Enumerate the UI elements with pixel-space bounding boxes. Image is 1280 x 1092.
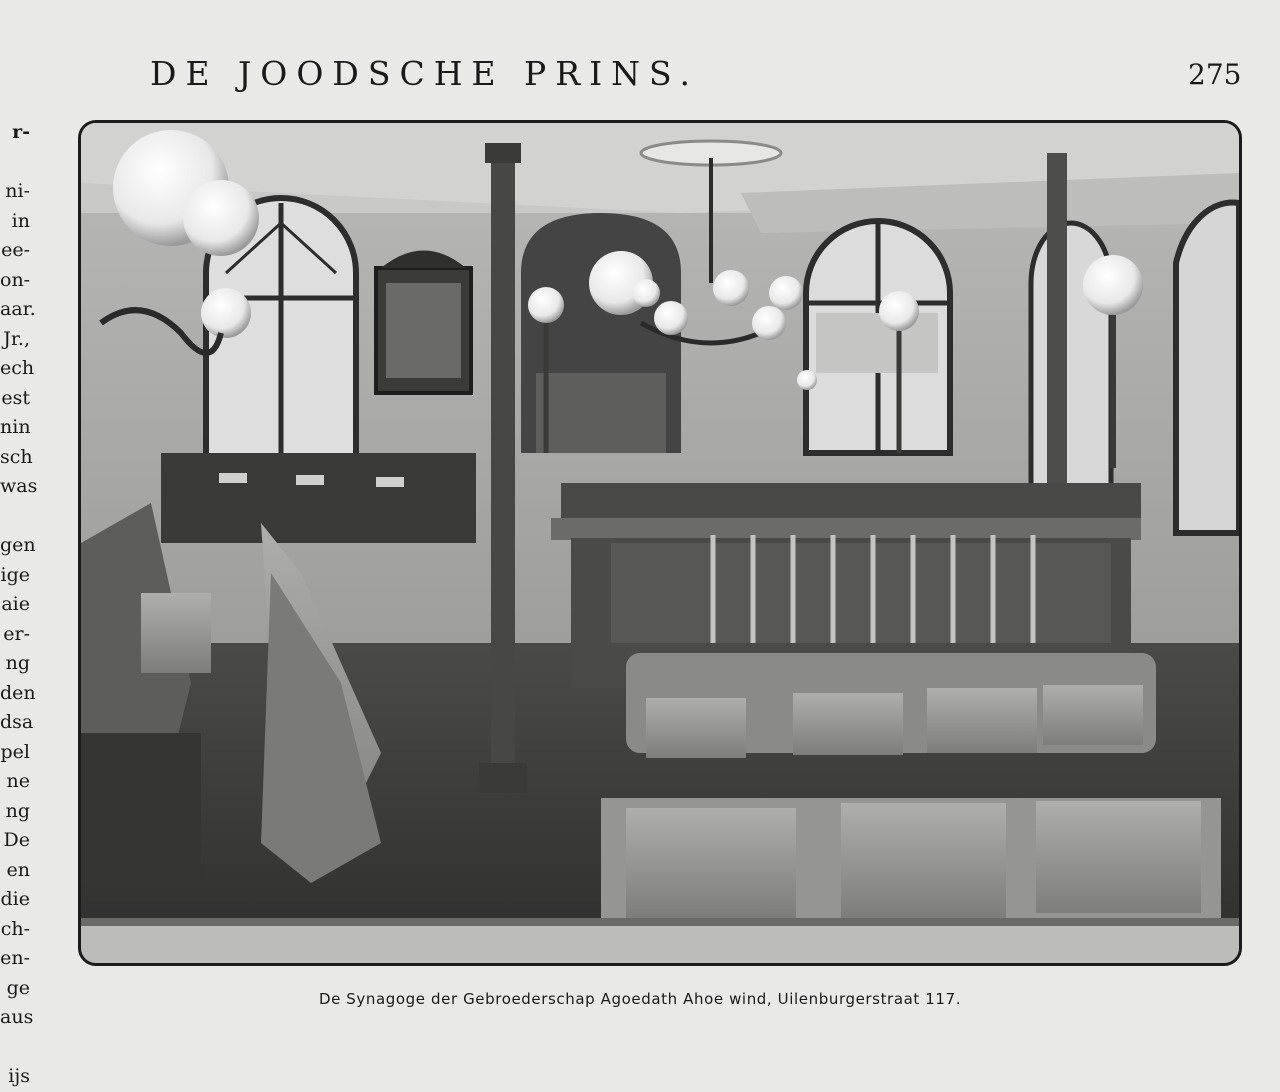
margin-text-fragment: aus — [0, 1006, 34, 1028]
foreground-rail — [81, 923, 1239, 963]
margin-text-fragment: ni- — [5, 180, 30, 202]
margin-text-fragment: est — [1, 386, 30, 409]
margin-text-fragment: ge — [6, 976, 30, 999]
margin-text-fragment: aie — [1, 593, 30, 615]
arched-window-center — [806, 221, 950, 453]
margin-text-fragment: ige — [0, 563, 30, 586]
margin-text-fragment — [0, 148, 30, 178]
margin-text-fragment — [0, 1033, 30, 1063]
margin-text-fragment: De — [3, 829, 30, 851]
margin-text-fragment: ee- — [1, 239, 30, 261]
margin-text-fragment: die — [0, 888, 30, 910]
margin-text-fragment: in — [11, 209, 30, 232]
margin-text-fragment: er- — [3, 622, 30, 645]
margin-text-fragment: ch- — [0, 917, 30, 940]
margin-text-fragment: gen — [0, 534, 36, 556]
margin-text-fragment: nin — [0, 416, 31, 438]
margin-text-fragment: was — [0, 475, 38, 497]
margin-text-fragment: dsa — [0, 711, 34, 733]
margin-text-fragment: on- — [0, 268, 31, 291]
margin-text-fragment: Jr., — [3, 327, 30, 350]
margin-text-fragment: pel — [0, 740, 30, 763]
margin-text-fragment: ne — [6, 770, 30, 792]
memorial-board — [376, 251, 471, 394]
page-number: 275 — [1188, 58, 1242, 91]
margin-text-fragment: sch — [0, 445, 33, 468]
margin-text-fragment: den — [0, 681, 36, 704]
margin-text-fragment: en- — [0, 947, 30, 969]
back-bench — [161, 453, 476, 543]
column-left — [491, 143, 515, 783]
margin-text-fragment: ng — [5, 652, 30, 674]
margin-text-fragment: ijs — [8, 1065, 30, 1087]
margin-text-fragment: ech — [0, 357, 35, 379]
margin-text-fragment: ng — [5, 799, 30, 822]
synagogue-interior-photograph — [78, 120, 1242, 966]
margin-text-fragment: en — [6, 858, 30, 881]
photo-caption: De Synagoge der Gebroederschap Agoedath Ahoe wind, Uilenburgerstraat 117. — [318, 990, 962, 1008]
margin-text-fragment: aar. — [0, 298, 36, 320]
margin-text-fragment: r- — [12, 121, 30, 143]
margin-text-fragment — [0, 502, 30, 532]
running-title: DE JOODSCHE PRINS. — [150, 54, 699, 93]
left-margin-text-fragments — [0, 118, 38, 1092]
